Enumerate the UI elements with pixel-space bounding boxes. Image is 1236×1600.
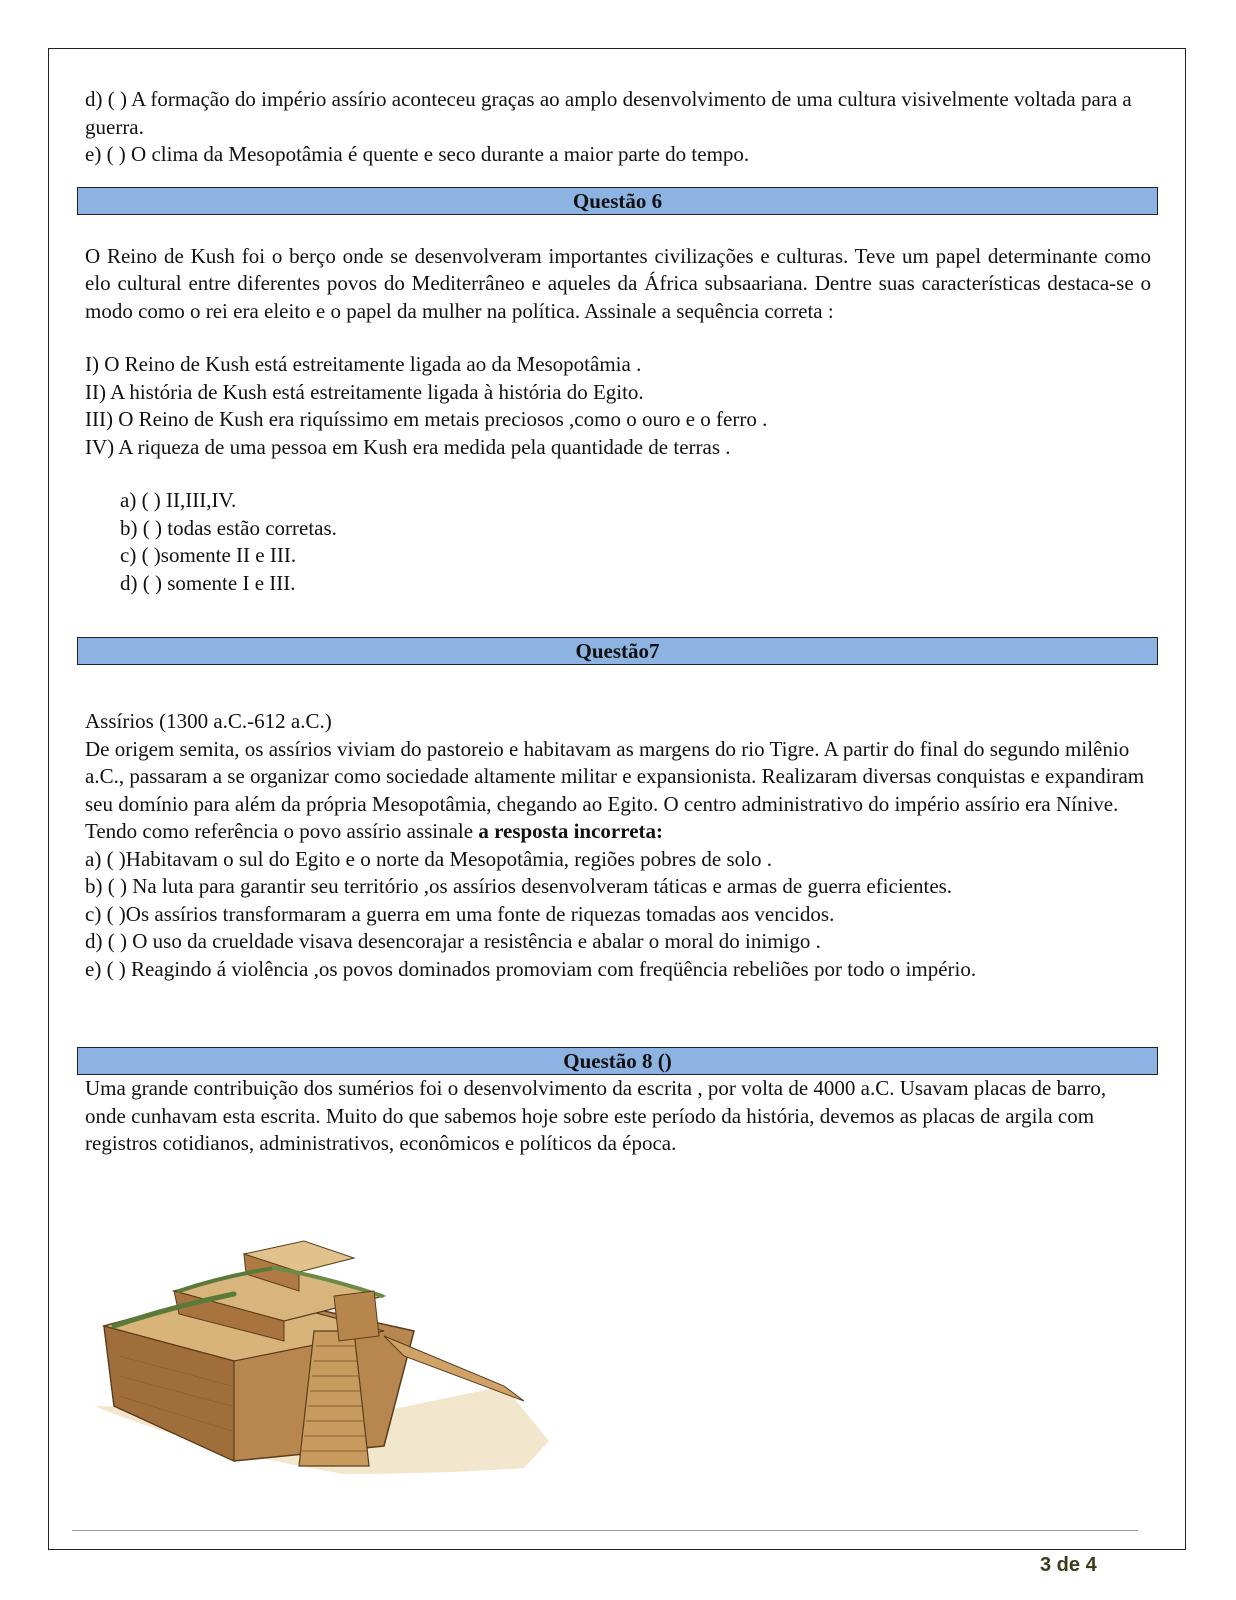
q6-intro: O Reino de Kush foi o berço onde se desenvolveram importantes civilizações e culturas. Teve um papel determinante como elo cultural entre diferentes povos do Mediterrâneo e aqueles da África subsaariana. Dentre suas características destaca-se o modo como o rei era eleito e o papel da mulher na política. Assinale a sequência correta : <box>85 243 1151 323</box>
q6-option-c[interactable]: c) ( )somente II e III. <box>120 543 297 567</box>
q7-text-body: De origem semita, os assírios viviam do pastoreio e habitavam as margens do rio Tigre. A partir do final do segundo milênio a.C., passaram a se organizar como sociedade altamente militar e expansionista. Realizaram diversas conquistas e expandiram seu domínio para além da própria Mesopotâmia, chegando ao Egito. O centro administrativo do império assírio era Nínive. Tendo como referência o povo assírio assinale <box>85 736 1145 843</box>
q6-statement-1: I) O Reino de Kush está estreitamente ligada ao da Mesopotâmia . <box>85 352 642 376</box>
q6-header: Questão 6 <box>77 187 1158 215</box>
q5-option-d: d) ( ) A formação do império assírio aconteceu graças ao amplo desenvolvimento de uma cultura visivelmente voltada para a guerra. <box>85 87 1132 139</box>
q7-option-e[interactable]: e) ( ) Reagindo á violência ,os povos dominados promoviam com freqüência rebeliões por todo o império. <box>85 956 977 981</box>
q5-option-e: e) ( ) O clima da Mesopotâmia é quente e seco durante a maior parte do tempo. <box>85 142 750 166</box>
q6-option-a[interactable]: a) ( ) II,III,IV. <box>120 488 237 512</box>
q7-header: Questão7 <box>77 637 1158 665</box>
q7-text-bold: a resposta incorreta: <box>478 819 663 843</box>
ziggurat-illustration <box>84 1236 554 1476</box>
q6-option-d[interactable]: d) ( ) somente I e III. <box>120 570 296 595</box>
q6-statement-3: III) O Reino de Kush era riquíssimo em metais preciosos ,como o ouro e o ferro . <box>85 407 768 431</box>
q7-option-d[interactable]: d) ( ) O uso da crueldade visava desencorajar a resistência e abalar o moral do inimigo . <box>85 929 821 953</box>
q7-text <box>85 736 1151 846</box>
q6-statement-4: IV) A riqueza de uma pessoa em Kush era medida pela quantidade de terras . <box>85 434 731 459</box>
q8-header: Questão 8 () <box>77 1047 1158 1075</box>
q6-option-b[interactable]: b) ( ) todas estão corretas. <box>120 515 337 540</box>
q8-text: Uma grande contribuição dos sumérios foi o desenvolvimento da escrita , por volta de 4000 a.C. Usavam placas de barro, onde cunhavam esta escrita. Muito do que sabemos hoje sobre este período da história, devemos as placas de argila com registros cotidianos, administrativos, econômicos e políticos da época. <box>85 1076 1107 1155</box>
q7-option-a[interactable]: a) ( )Habitavam o sul do Egito e o norte da Mesopotâmia, regiões pobres de solo . <box>85 846 772 871</box>
q6-statement-2: II) A história de Kush está estreitamente ligada à história do Egito. <box>85 379 644 404</box>
page-content <box>85 86 1151 1158</box>
q6-options <box>85 487 1151 597</box>
q7-option-b[interactable]: b) ( ) Na luta para garantir seu território ,os assírios desenvolveram táticas e armas de guerra eficientes. <box>85 874 953 898</box>
page-number: 3 de 4 <box>1040 1554 1097 1576</box>
footer-divider <box>72 1530 1138 1531</box>
q7-option-c[interactable]: c) ( )Os assírios transformaram a guerra em uma fonte de riquezas tomadas aos vencidos. <box>85 901 835 926</box>
q7-subtitle: Assírios (1300 a.C.-612 a.C.) <box>85 709 332 733</box>
